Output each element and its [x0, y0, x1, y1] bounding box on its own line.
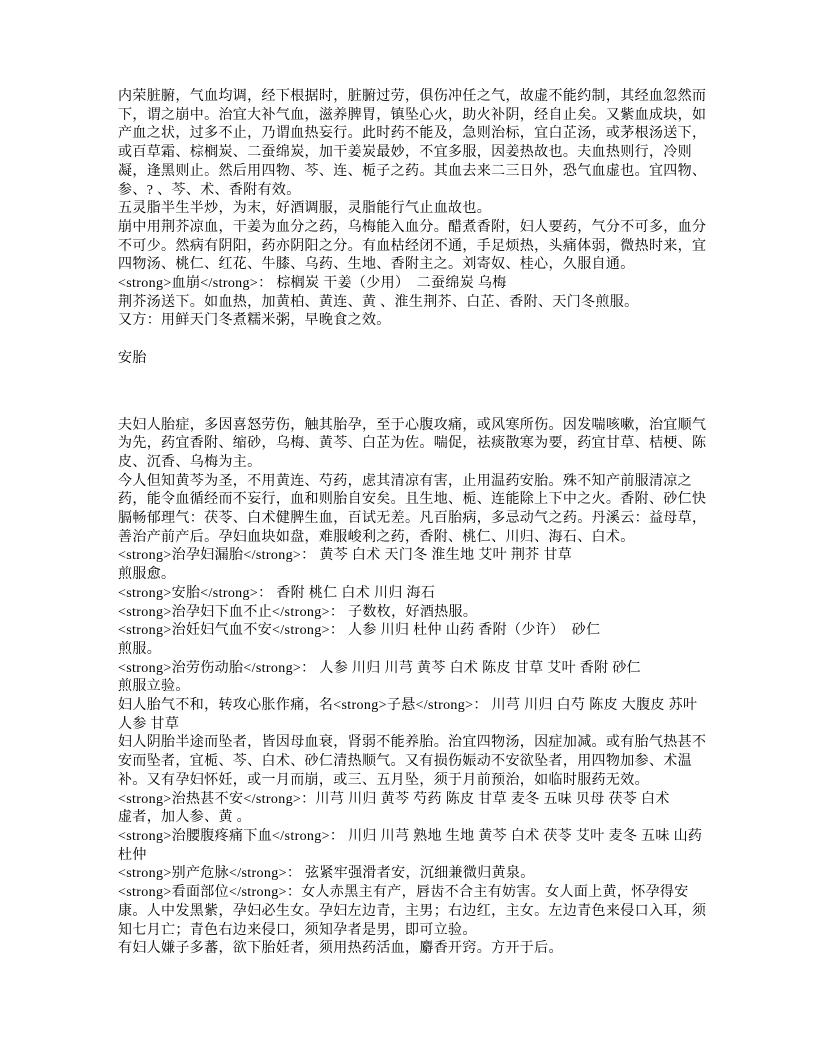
recipe-line-xiaxue-buzhi: <strong>治孕妇下血不止</strong>： 子数枚，好酒热服。 [118, 604, 478, 620]
paragraph-biechan-weimai: <strong>别产危脉</strong>： 弦紧牢强滑者安，沉细兼微归黄泉。 [118, 866, 535, 882]
note-xuzhe: 虚者，加人参、黄 。 [118, 810, 251, 826]
paragraph-benglou-pathology: 内荣脏腑，气血均调，经下根据时，脏腑过劳，俱伤冲任之气，故虚不能约制，其经血忽然而下，谓之崩中。治宜大补气血，滋养脾胃，镇坠心火，助火补阴，经自止矣。又紫血成块，如产血之状，过多不止，乃谓血热妄行。此时药不能及，急则治标，宜白芷汤，或茅根汤送下，或百草霜、棕榈炭、二蚕绵炭，加干姜炭最妙，不宜多服，因姜热故也。夫血热则行，冷则凝，逢黑则止。然后用四物、芩、连、栀子之药。其血去来二三日外，恐气血虚也。宜四物、参、? 、芩、术、香附有效。 [118, 89, 707, 198]
recipe-line-antai: <strong>安胎</strong>： 香附 桃仁 白术 川归 海石 [118, 585, 436, 601]
note-jianfu-yu: 煎服愈。 [118, 567, 176, 583]
recipe-line-yaofu-xiaxue: <strong>治腰腹疼痛下血</strong>： 川归 川芎 熟地 生地 黄芩 白术 茯苓 艾叶 麦冬 五味 山药 杜仲 [118, 829, 707, 863]
blank-line [118, 331, 708, 350]
paragraph-xiatai-closing: 有妇人嫌子多蕃，欲下胎妊者，须用热药活血，麝香开窍。方开于后。 [118, 941, 563, 957]
recipe-line-reshen-buan: <strong>治热甚不安</strong>：川芎 川归 黄芩 芍药 陈皮 甘草 麦冬 五味 贝母 茯苓 白术 [118, 791, 670, 807]
recipe-line-xuebeng: <strong>血崩</strong>： 棕榈炭 干姜（少用） 二蚕绵炭 乌梅 [118, 276, 507, 292]
paragraph-huangqin-discussion: 今人但知黄芩为圣，不用黄连、芍药，虑其清凉有害，止用温药安胎。殊不知产前服清凉之药，能令血循经而不妄行，血和则胎自安矣。且生地、栀、连能除上下中之火。香附、砂仁快膈畅郁理气：茯苓、白术健脾生血，百试无差。凡百胎病，多忌动气之药。丹溪云：益母草，善治产前产后。孕妇血块如盘，难服峻利之药，香附、桃仁、川归、海石、白术。 [118, 473, 707, 545]
note-jianfu-liyan: 煎服立验。 [118, 679, 190, 695]
paragraph-taizheng-intro: 夫妇人胎症，多因喜怒劳伤，触其胎孕，至于心腹攻痛，或风寒所伤。因发喘咳嗽，治宜顺气为先，药宜香附、缩砂，乌梅、黄芩、白芷为佐。喘促，祛痰散寒为要，药宜甘草、桔梗、陈皮、沉香、乌梅为主。 [118, 417, 707, 470]
paragraph-bengzhong-herbs: 崩中用荆芥凉血，干姜为血分之药，乌梅能入血分。醋煮香附，妇人要药，气分不可多，血分不可少。然病有阴阳，药亦阴阳之分。有血枯经闭不通，手足烦热，头痛体弱，微热时来，宜四物汤、桃仁、红花、牛膝、乌药、生地、香附主之。刘寄奴、桂心，久服自通。 [118, 219, 707, 273]
paragraph-wulingzhi: 五灵脂半生半炒，为末，好酒调服，灵脂能行气止血故也。 [118, 201, 492, 217]
recipe-line-qixue-buan: <strong>治妊妇气血不安</strong>： 人参 川归 杜仲 山药 香附（少许） 砂仁 [118, 623, 601, 639]
paragraph-kanmian-buwei: <strong>看面部位</strong>：女人赤黑主有产，唇齿不合主有妨害。女人面上黄，怀孕得安康。人中发黑紫，孕妇必生女。孕妇左边青，主男；右边红，主女。左边青色来侵口入耳，须知七月亡；青色右边来侵口，须知孕者是男，即可立验。 [118, 885, 707, 938]
note-jianfu: 煎服。 [118, 641, 162, 657]
recipe-line-loutai: <strong>治孕妇漏胎</strong>： 黄芩 白术 天门冬 淮生地 艾叶 荆芥 甘草 [118, 548, 573, 564]
recipe-line-laoshang-dongtai: <strong>治劳伤动胎</strong>： 人参 川归 川芎 黄芩 白术 陈皮 甘草 艾叶 香附 砂仁 [118, 660, 642, 676]
recipe-line-zixuan: 妇人胎气不和，转攻心胀作痛，名<strong>子悬</strong>： 川芎 川归 白芍 陈皮 大腹皮 苏叶 人参 甘草 [118, 698, 702, 732]
paragraph-alternative-recipe: 又方：用鲜天门冬煮糯米粥，早晚食之效。 [118, 313, 391, 329]
paragraph-duotai-discussion: 妇人阴胎半途而坠者，皆因母血衰，肾弱不能养胎。治宜四物汤，因症加减。或有胎气热甚不安而坠者，宜栀、芩、白术、砂仁清热顺气。又有损伤娠动不安欲坠者，用四物加参、术温补。又有孕妇怀妊，或一月而崩，或三、五月坠，须于月前预治，如临时服药无效。 [118, 735, 707, 788]
section-heading-antai: 安胎 [118, 350, 147, 366]
section-gap [118, 369, 708, 417]
paragraph-jingjie-decoction: 荆芥汤送下。如血热，加黄柏、黄连、黄 、淮生荆芥、白芷、香附、天门冬煎服。 [118, 294, 639, 310]
